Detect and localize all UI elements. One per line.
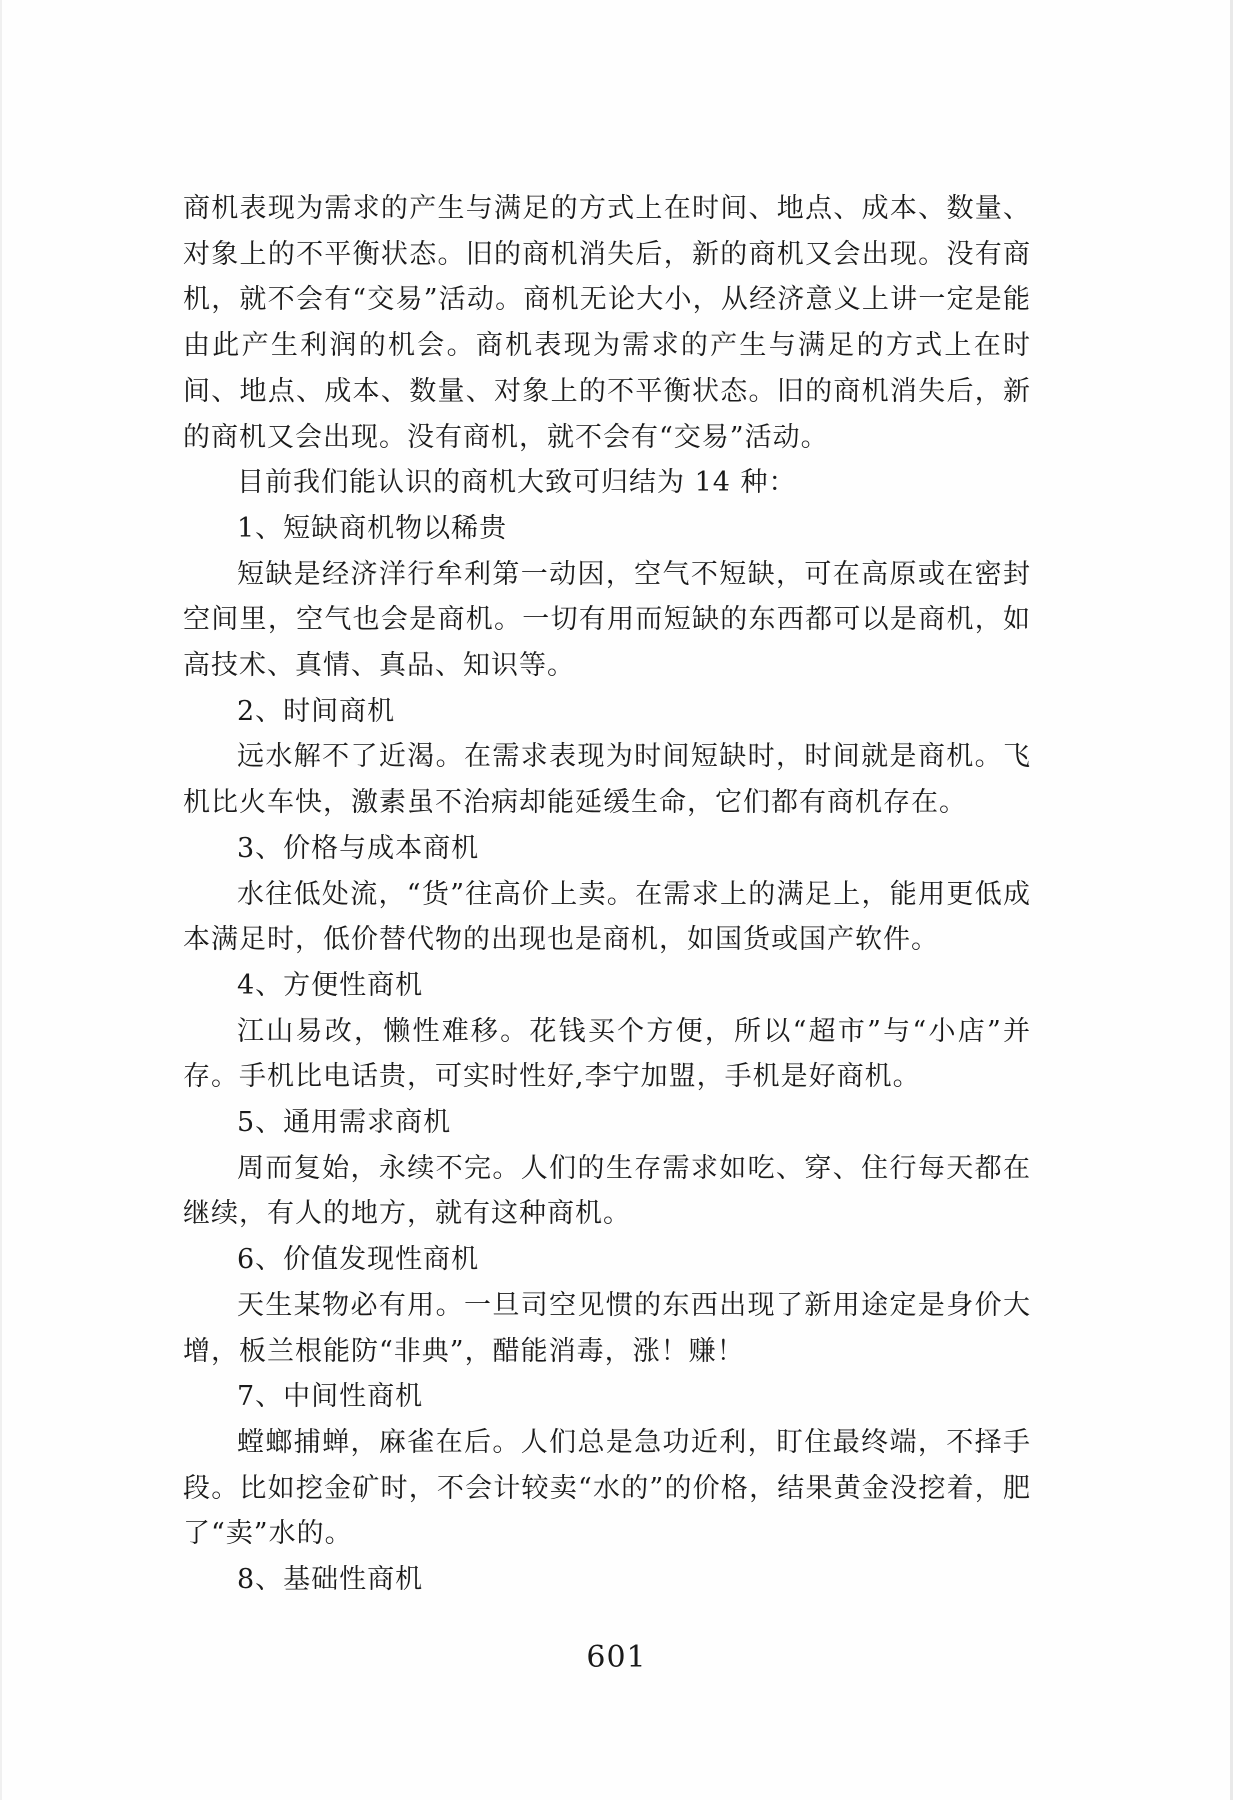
scan-edge-left [0, 0, 2, 1800]
section-heading: 8、基础性商机 [237, 1564, 424, 1596]
paragraph: 江山易改，懒性难移。花钱买个方便，所以“超市”与“小店”并存。手机比电话贵，可实时性好,李宁加盟，手机是好商机。 [183, 1015, 1031, 1093]
section-heading: 5、通用需求商机 [237, 1107, 452, 1139]
section-heading: 4、方便性商机 [237, 969, 424, 1001]
paragraph: 周而复始，永续不完。人们的生存需求如吃、穿、住行每天都在继续，有人的地方，就有这种商机。 [183, 1152, 1031, 1230]
section-heading: 3、价格与成本商机 [237, 832, 480, 864]
page-number: 601 [586, 1640, 647, 1675]
paragraph: 水往低处流，“货”往高价上卖。在需求上的满足上，能用更低成本满足时，低价替代物的出现也是商机，如国货或国产软件。 [183, 878, 1031, 956]
paragraph: 目前我们能认识的商机大致可归结为 14 种： [237, 467, 797, 499]
section-heading: 7、中间性商机 [237, 1381, 424, 1413]
section-heading: 2、时间商机 [237, 695, 396, 727]
paragraph: 商机表现为需求的产生与满足的方式上在时间、地点、成本、数量、对象上的不平衡状态。旧的商机消失后，新的商机又会出现。没有商机，就不会有“交易”活动。商机无论大小，从经济意义上讲一定是能由此产生利润的机会。商机表现为需求的产生与满足的方式上在时间、地点、成本、数量、对象上的不平衡状态。旧的商机消失后，新的商机又会出现。没有商机，就不会有“交易”活动。 [183, 193, 1031, 453]
body-text [183, 186, 1031, 1603]
paragraph: 远水解不了近渴。在需求表现为时间短缺时，时间就是商机。飞机比火车快，激素虽不治病却能延缓生命，它们都有商机存在。 [183, 741, 1031, 819]
section-heading: 6、价值发现性商机 [237, 1244, 480, 1276]
section-heading: 1、短缺商机物以稀贵 [237, 512, 508, 544]
paragraph: 天生某物必有用。一旦司空见惯的东西出现了新用途定是身价大增，板兰根能防“非典”，醋能消毒，涨！赚！ [183, 1289, 1031, 1367]
paragraph: 短缺是经济洋行牟利第一动因，空气不短缺，可在高原或在密封空间里，空气也会是商机。一切有用而短缺的东西都可以是商机，如高技术、真情、真品、知识等。 [183, 558, 1031, 682]
paragraph: 螳螂捕蝉，麻雀在后。人们总是急功近利，盯住最终端，不择手段。比如挖金矿时，不会计较卖“水的”的价格，结果黄金没挖着，肥了“卖”水的。 [183, 1426, 1031, 1550]
